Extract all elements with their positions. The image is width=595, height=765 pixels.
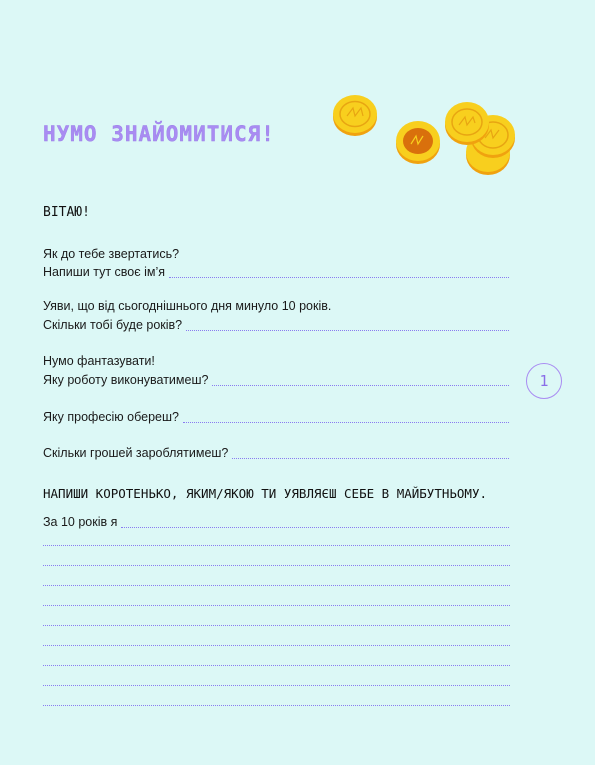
answer-line[interactable]	[169, 266, 509, 278]
gold-coin-icon	[396, 121, 440, 164]
essay-line[interactable]	[43, 704, 510, 706]
essay-line[interactable]	[43, 564, 510, 566]
essay-line[interactable]	[43, 644, 510, 646]
essay-line[interactable]	[43, 624, 510, 626]
question-job-label: Яку роботу виконуватимеш?	[43, 373, 209, 387]
page-number: 1	[539, 372, 549, 390]
page-title: НУМО ЗНАЙОМИТИСЯ!	[43, 122, 275, 146]
question-name-label: Напиши тут своє ім’я	[43, 265, 165, 279]
essay-line[interactable]	[43, 584, 510, 586]
gold-coins-illustration	[325, 92, 515, 184]
profession-field[interactable]	[43, 410, 509, 425]
gold-coin-icon	[445, 102, 489, 145]
essay-line[interactable]	[43, 684, 510, 686]
question-profession-label: Яку професію обереш?	[43, 410, 179, 424]
answer-line[interactable]	[212, 374, 509, 386]
question-age-line1: Уяви, що від сьогоднішнього дня минуло 10 років.	[43, 299, 332, 313]
answer-line[interactable]	[232, 447, 509, 459]
question-age-label: Скільки тобі буде років?	[43, 318, 183, 332]
earnings-field[interactable]	[43, 446, 509, 461]
question-job-line1: Нумо фантазувати!	[43, 354, 155, 368]
answer-line[interactable]	[121, 516, 509, 528]
essay-start-label: За 10 років я	[43, 515, 118, 529]
essay-line[interactable]	[43, 664, 510, 666]
job-field[interactable]	[43, 373, 509, 388]
question-earnings-label: Скільки грошей зароблятимеш?	[43, 446, 229, 460]
answer-line[interactable]	[186, 319, 509, 331]
answer-line[interactable]	[183, 411, 509, 423]
page-number-badge	[526, 363, 562, 399]
essay-line[interactable]	[43, 604, 510, 606]
essay-field[interactable]	[43, 515, 509, 530]
question-name-line1: Як до тебе звертатись?	[43, 247, 180, 261]
greeting: ВІТАЮ!	[43, 205, 90, 220]
essay-line[interactable]	[43, 544, 510, 546]
age-field[interactable]	[43, 318, 509, 333]
gold-coin-icon	[333, 95, 377, 136]
name-field[interactable]	[43, 265, 509, 280]
essay-prompt: НАПИШИ КОРОТЕНЬКО, ЯКИМ/ЯКОЮ ТИ УЯВЛЯЄШ СЕБЕ В МАЙБУТНЬОМУ.	[43, 486, 488, 501]
